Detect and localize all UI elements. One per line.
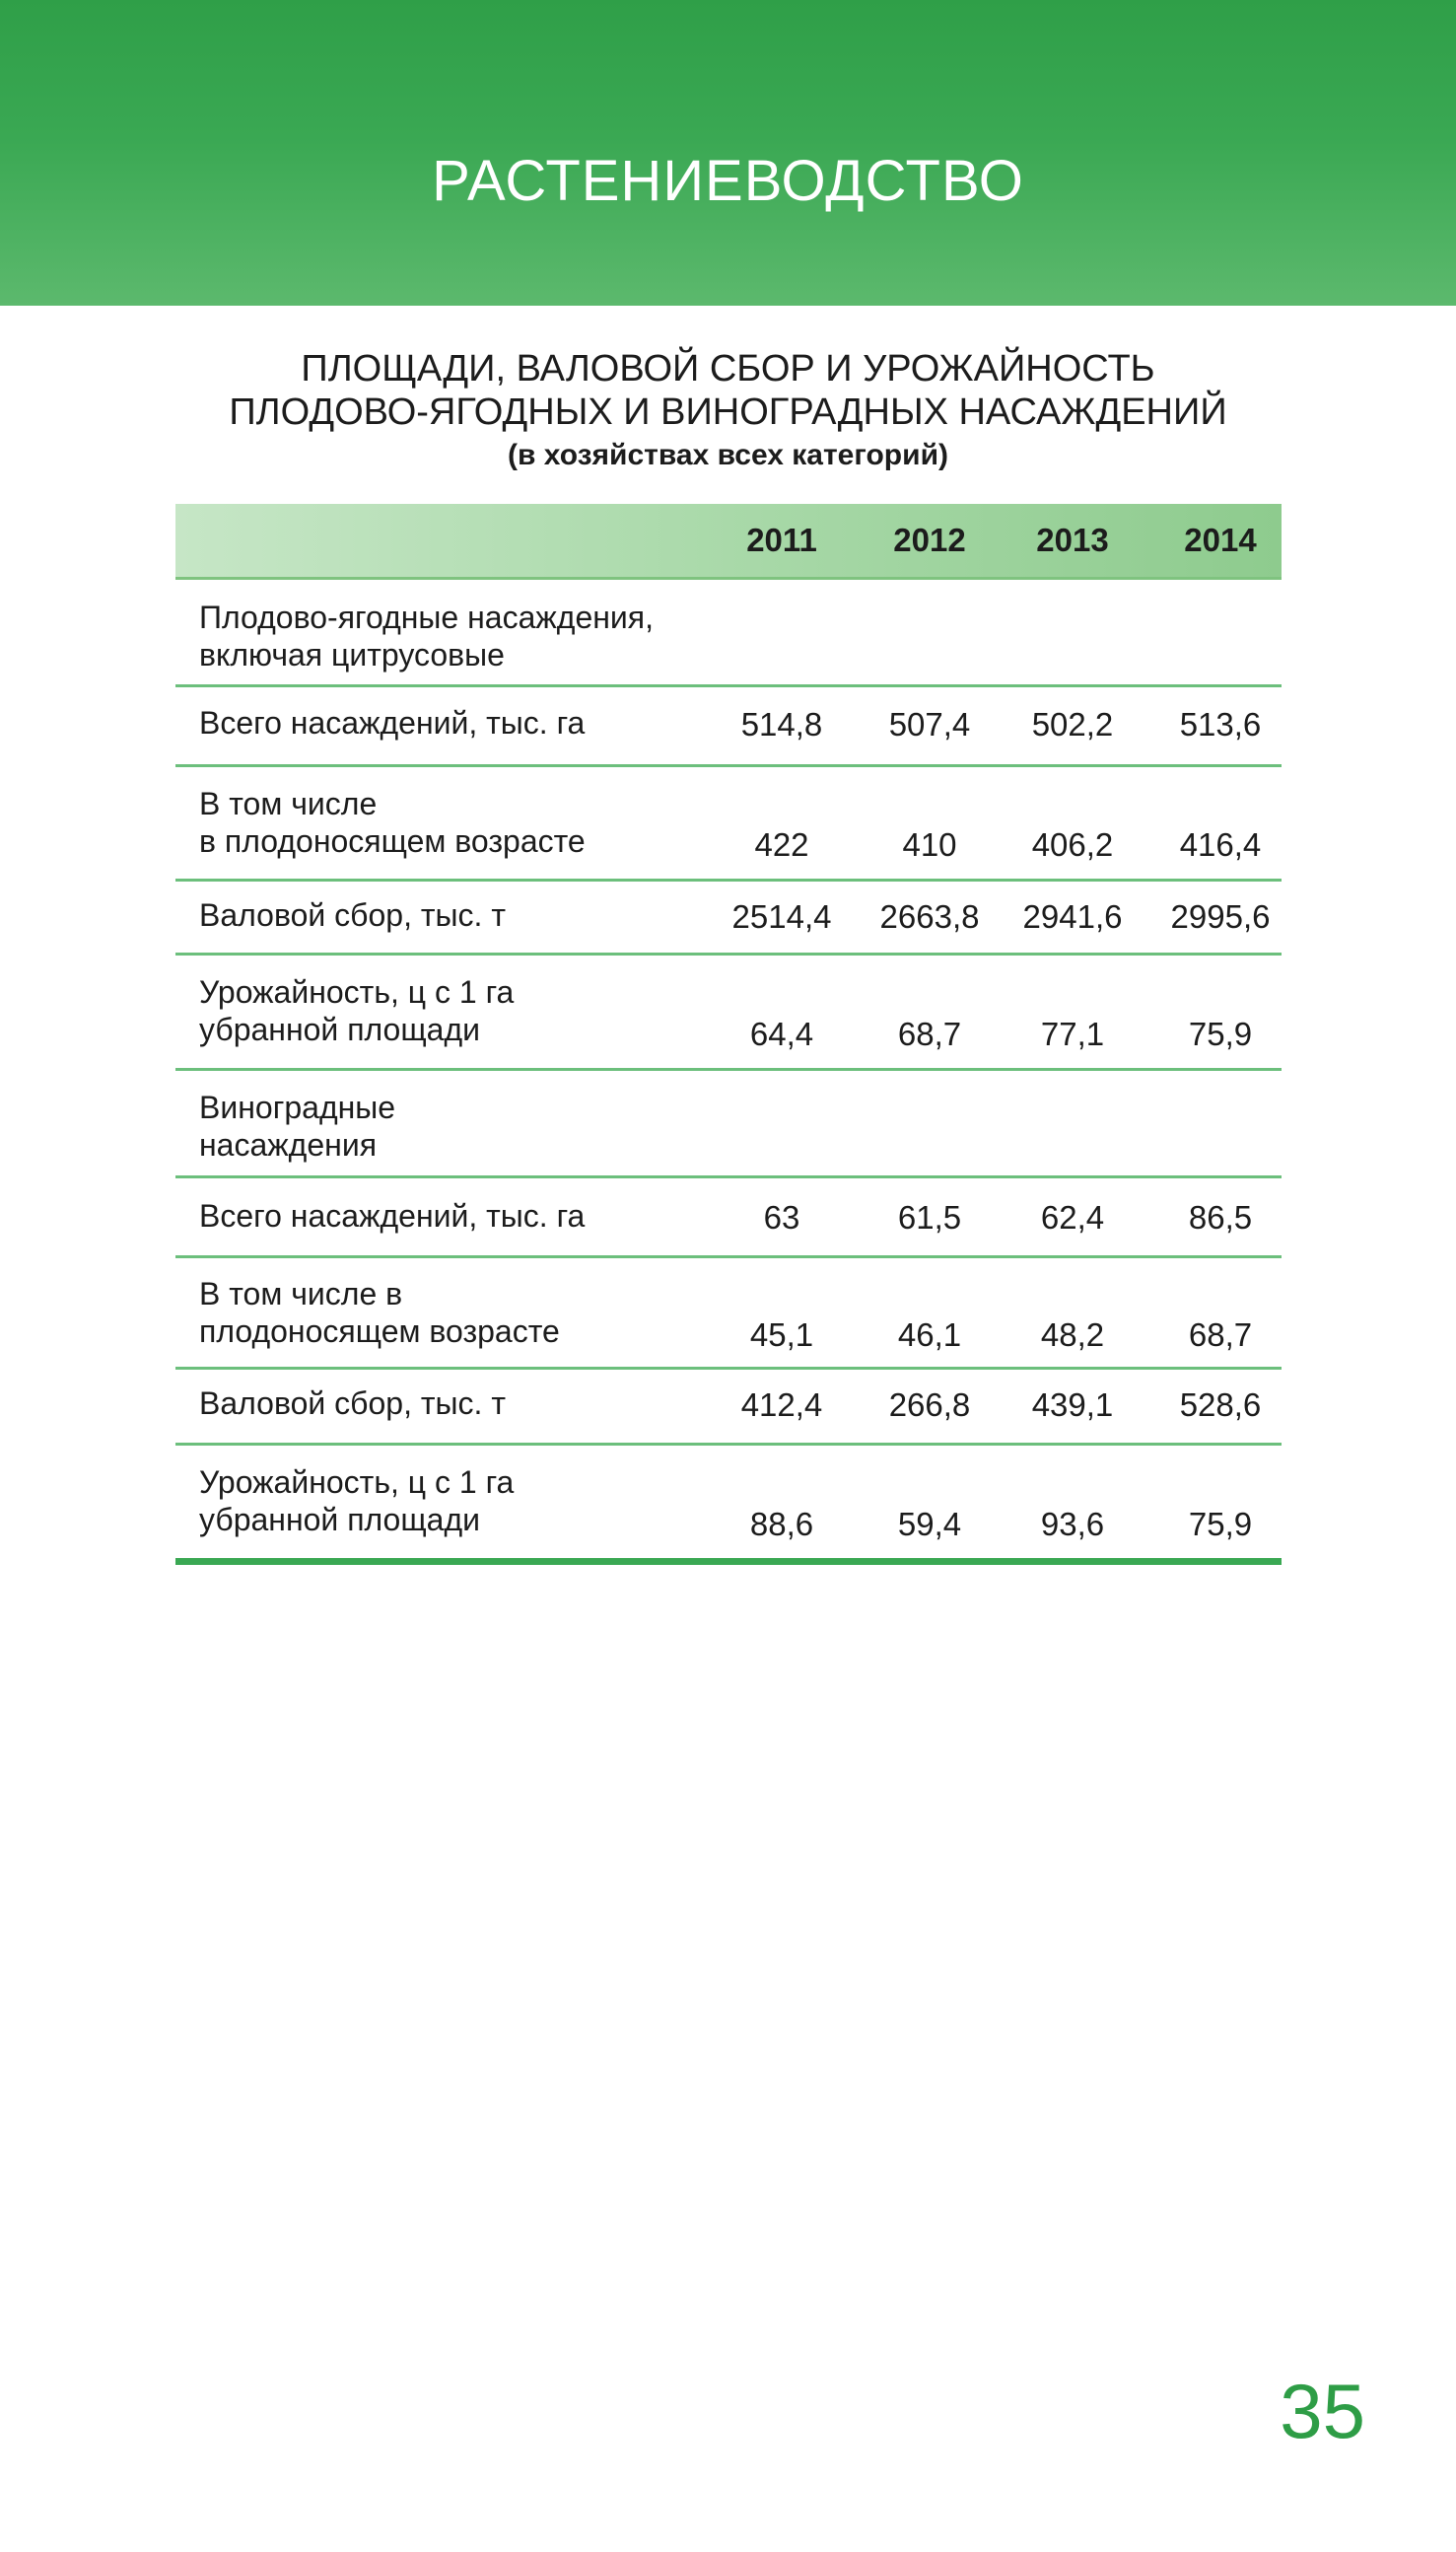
cell: 507,4 bbox=[888, 706, 971, 743]
heading-line-1: ПЛОЩАДИ, ВАЛОВОЙ СБОР И УРОЖАЙНОСТЬ bbox=[301, 348, 1155, 390]
section-title: РАСТЕНИЕВОДСТВО bbox=[432, 149, 1024, 213]
header-banner bbox=[0, 0, 1456, 306]
table-row bbox=[175, 767, 1282, 882]
cell: 45,1 bbox=[749, 1316, 814, 1353]
row-label: Урожайность, ц с 1 га убранной площади bbox=[199, 1464, 515, 1537]
heading-subtitle: (в хозяйствах всех категорий) bbox=[507, 439, 948, 471]
cell: 416,4 bbox=[1179, 826, 1262, 863]
cell: 2514,4 bbox=[731, 898, 832, 935]
row-label: Всего насаждений, тыс. га bbox=[199, 705, 586, 741]
heading-line-2: ПЛОДОВО-ЯГОДНЫХ И ВИНОГРАДНЫХ НАСАЖДЕНИЙ bbox=[229, 391, 1227, 433]
section-title-row bbox=[175, 580, 1282, 687]
cell: 77,1 bbox=[1040, 1016, 1105, 1052]
cell: 68,7 bbox=[1188, 1316, 1253, 1353]
table-row bbox=[175, 1258, 1282, 1370]
cell: 2663,8 bbox=[879, 898, 980, 935]
table-row bbox=[175, 1370, 1282, 1446]
cell: 75,9 bbox=[1188, 1016, 1253, 1052]
cell: 86,5 bbox=[1188, 1199, 1253, 1236]
table-heading bbox=[0, 347, 1456, 475]
section-label: Виноградные насаждения bbox=[199, 1090, 396, 1163]
cell: 88,6 bbox=[749, 1506, 814, 1542]
cell: 68,7 bbox=[897, 1016, 962, 1052]
table-row bbox=[175, 956, 1282, 1071]
row-label: Урожайность, ц с 1 га убранной площади bbox=[199, 974, 515, 1047]
section-label: Плодово-ягодные насаждения, включая цитрусовые bbox=[199, 600, 655, 673]
row-label: Всего насаждений, тыс. га bbox=[199, 1198, 586, 1234]
year-header: 2014 bbox=[1184, 522, 1257, 558]
cell: 528,6 bbox=[1179, 1386, 1262, 1423]
year-header: 2011 bbox=[746, 522, 817, 558]
section-title-row bbox=[175, 1071, 1282, 1178]
cell: 439,1 bbox=[1031, 1386, 1114, 1423]
year-header: 2013 bbox=[1036, 522, 1109, 558]
cell: 502,2 bbox=[1031, 706, 1114, 743]
cell: 61,5 bbox=[897, 1199, 962, 1236]
row-label: В том числе в плодоносящем возрасте bbox=[199, 786, 586, 859]
table-row bbox=[175, 1446, 1282, 1565]
table-header bbox=[175, 504, 1282, 580]
cell: 64,4 bbox=[749, 1016, 814, 1052]
cell: 62,4 bbox=[1040, 1199, 1105, 1236]
cell: 46,1 bbox=[897, 1316, 962, 1353]
cell: 412,4 bbox=[740, 1386, 823, 1423]
cell: 410 bbox=[902, 826, 957, 863]
row-label: Валовой сбор, тыс. т bbox=[199, 1385, 506, 1421]
page-number: 35 bbox=[1280, 2368, 1365, 2454]
data-table bbox=[175, 504, 1282, 1565]
cell: 266,8 bbox=[888, 1386, 971, 1423]
cell: 514,8 bbox=[740, 706, 823, 743]
cell: 513,6 bbox=[1179, 706, 1262, 743]
row-label: Валовой сбор, тыс. т bbox=[199, 897, 506, 933]
cell: 406,2 bbox=[1031, 826, 1114, 863]
cell: 2941,6 bbox=[1022, 898, 1123, 935]
table-row bbox=[175, 882, 1282, 956]
table-row bbox=[175, 1178, 1282, 1258]
cell: 59,4 bbox=[897, 1506, 962, 1542]
cell: 63 bbox=[763, 1199, 800, 1236]
table-row bbox=[175, 687, 1282, 767]
cell: 75,9 bbox=[1188, 1506, 1253, 1542]
row-label: В том числе в плодоносящем возрасте bbox=[199, 1276, 560, 1349]
cell: 2995,6 bbox=[1170, 898, 1271, 935]
cell: 48,2 bbox=[1040, 1316, 1105, 1353]
cell: 93,6 bbox=[1040, 1506, 1105, 1542]
year-header: 2012 bbox=[893, 522, 966, 558]
cell: 422 bbox=[754, 826, 809, 863]
